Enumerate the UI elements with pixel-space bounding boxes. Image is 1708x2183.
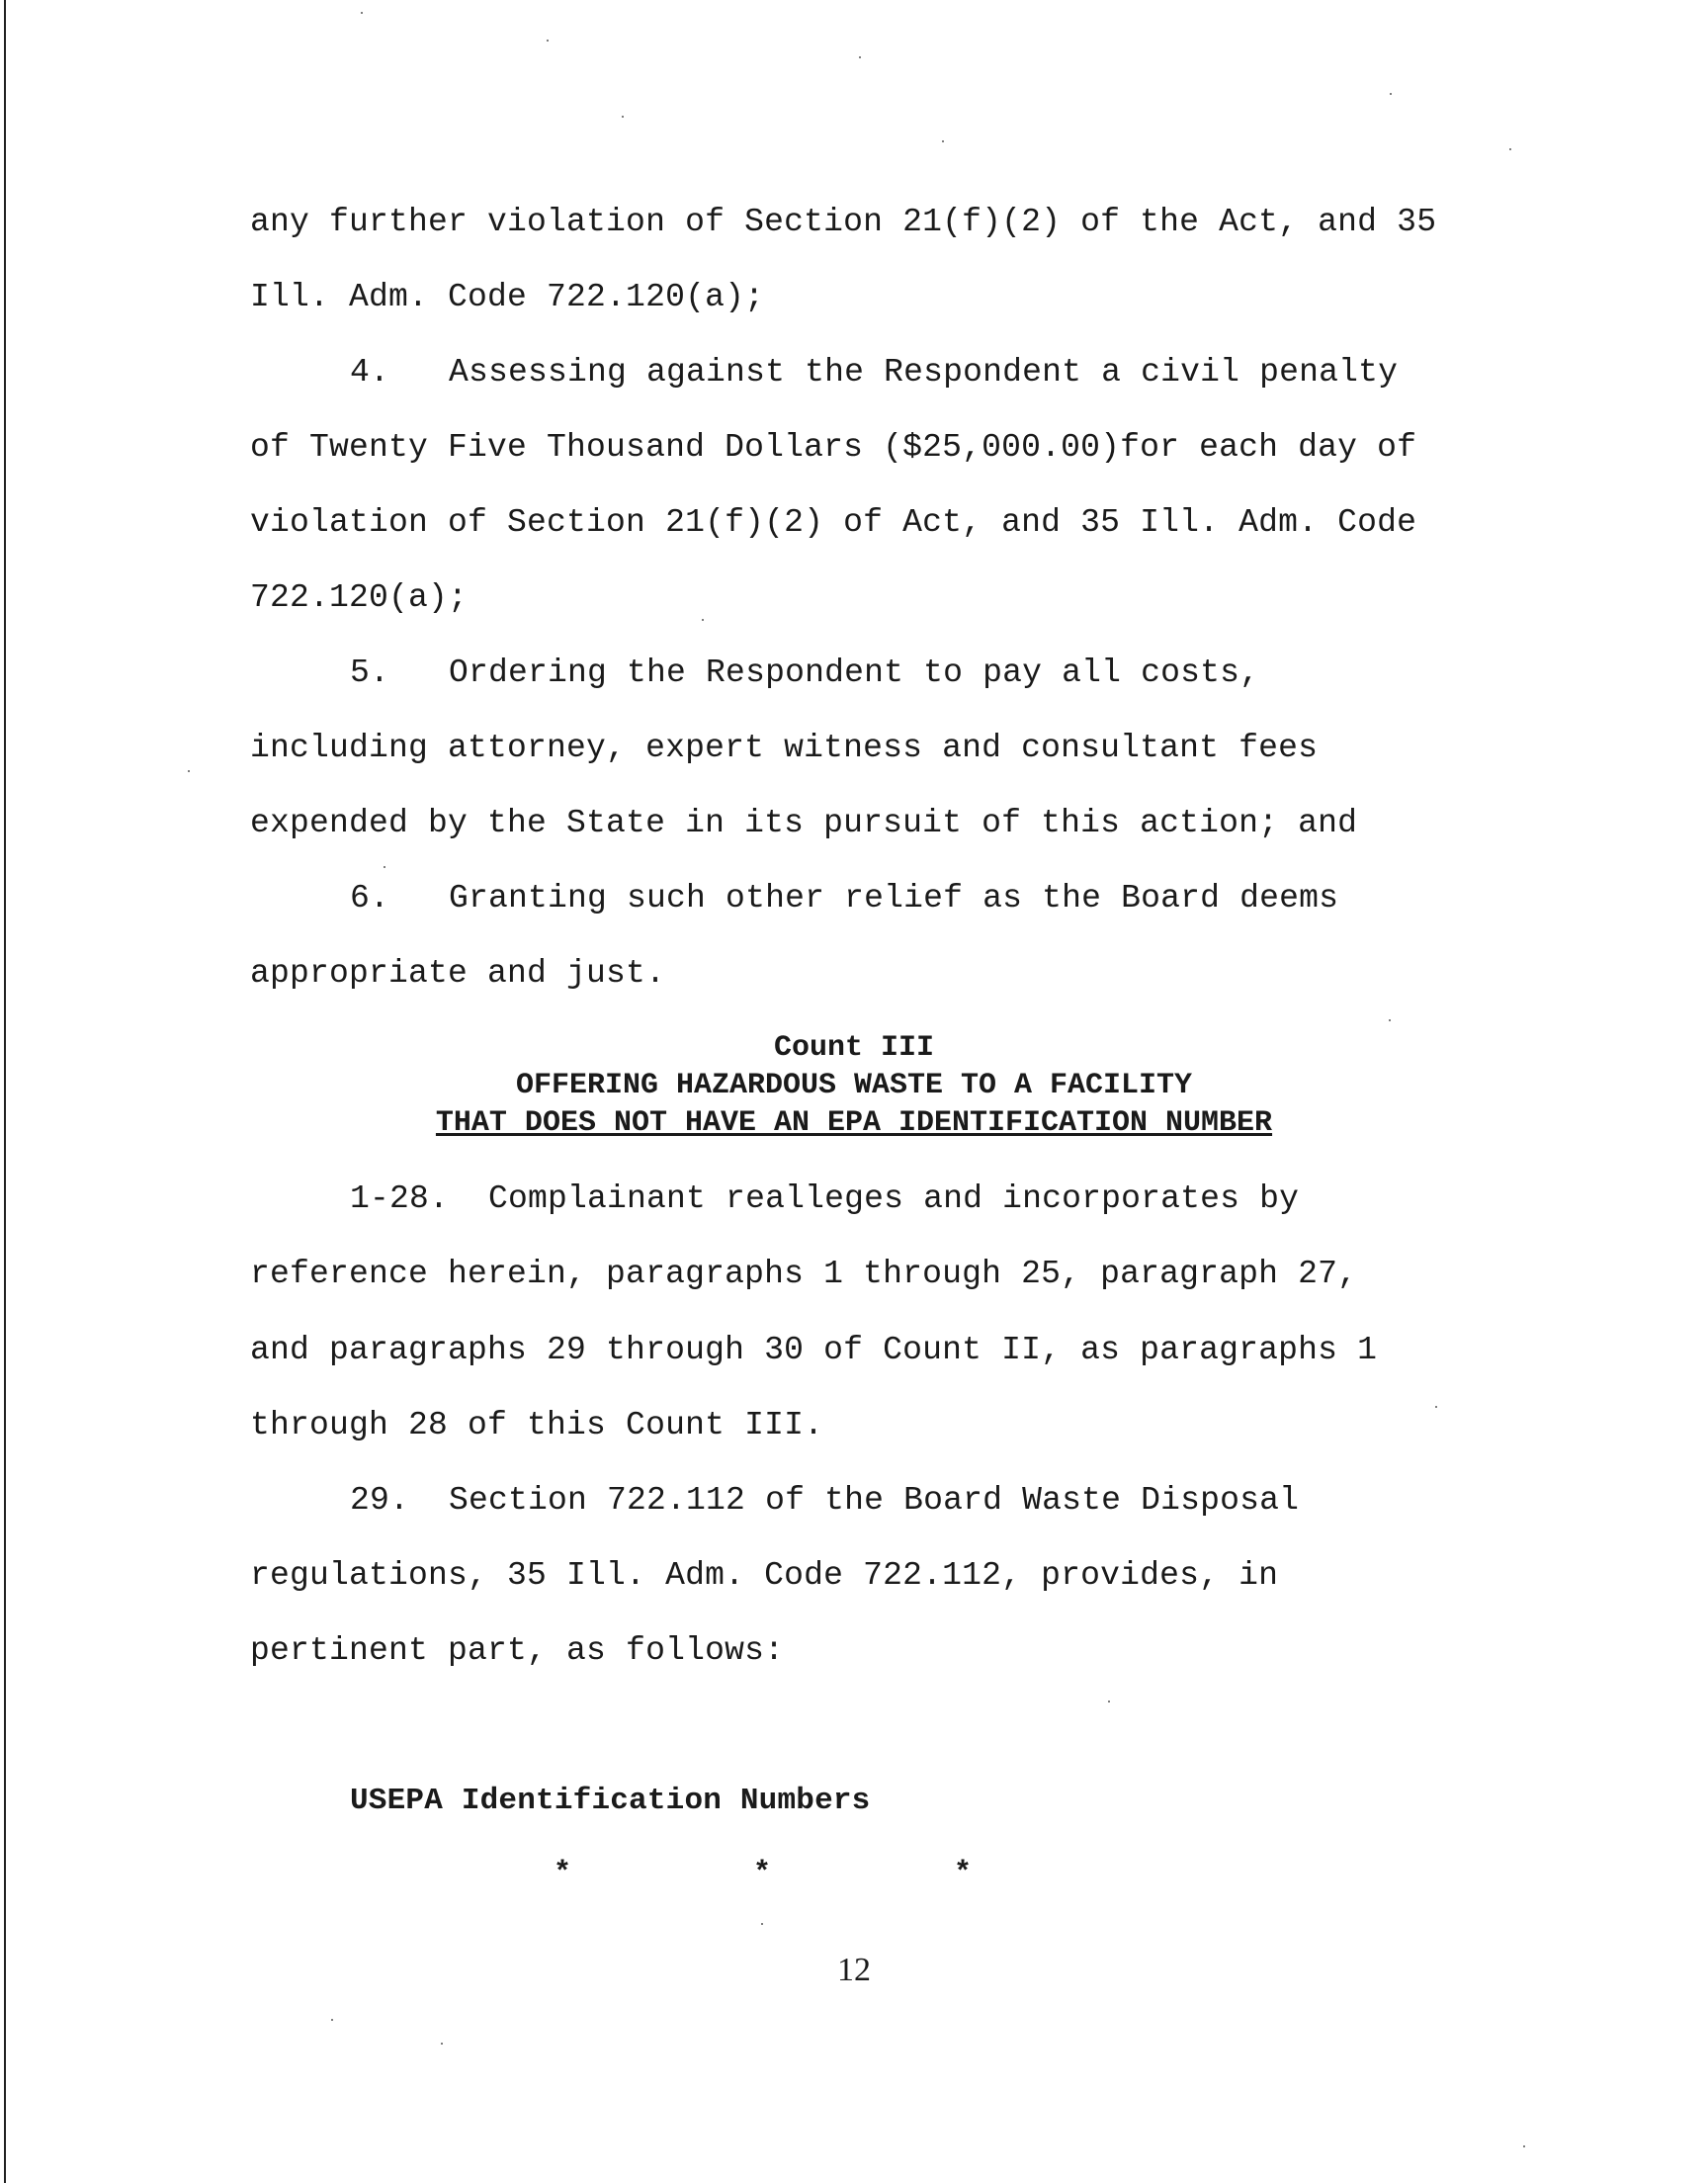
usepa-subheading: USEPA Identification Numbers <box>350 1784 871 1818</box>
text-line: through 28 of this Count III. <box>250 1407 824 1443</box>
text-line: including attorney, expert witness and consultant fees <box>250 730 1319 766</box>
scan-speck <box>702 619 704 621</box>
count-heading-title: Count III <box>773 1031 935 1065</box>
text-line: pertinent part, as follows: <box>250 1632 785 1669</box>
text-line: 722.120(a); <box>250 579 469 616</box>
text-line: appropriate and just. <box>250 955 666 992</box>
text-line: Ill. Adm. Code 722.120(a); <box>250 279 765 315</box>
scan-speck <box>361 12 363 14</box>
scan-speck <box>942 140 944 142</box>
scan-speck <box>384 866 385 868</box>
ellipsis-star: * <box>554 1857 572 1890</box>
scan-speck <box>1389 1019 1391 1021</box>
scan-speck <box>761 1923 763 1925</box>
scan-speck <box>1509 148 1511 150</box>
scan-speck <box>622 116 624 118</box>
scan-speck <box>1435 1406 1437 1408</box>
ellipsis-star: * <box>954 1857 973 1890</box>
text-line: and paragraphs 29 through 30 of Count II, as paragraphs 1 <box>250 1332 1378 1368</box>
text-line: of Twenty Five Thousand Dollars ($25,000.00)for each day of <box>250 429 1417 466</box>
text-line: any further violation of Section 21(f)(2) of the Act, and 35 <box>250 204 1437 240</box>
text-line: regulations, 35 Ill. Adm. Code 722.112, provides, in <box>250 1557 1279 1594</box>
scan-speck <box>441 2043 443 2045</box>
count-heading-underlined: THAT DOES NOT HAVE AN EPA IDENTIFICATION NUMBER <box>435 1106 1273 1140</box>
paragraph-29-start: 29. Section 722.112 of the Board Waste Disposal <box>350 1482 1300 1519</box>
paragraph-4-start: 4. Assessing against the Respondent a civil penalty <box>350 354 1399 391</box>
ellipsis-star: * <box>753 1857 772 1890</box>
text-line: violation of Section 21(f)(2) of Act, and 35 Ill. Adm. Code <box>250 504 1417 541</box>
scan-speck <box>547 40 549 42</box>
text-line: expended by the State in its pursuit of this action; and <box>250 805 1358 841</box>
scan-speck <box>331 2019 333 2021</box>
paragraph-6-start: 6. Granting such other relief as the Board deems <box>350 880 1339 917</box>
scan-speck <box>1390 93 1392 95</box>
paragraph-1-28-start: 1-28. Complainant realleges and incorporates by <box>350 1180 1300 1217</box>
scan-speck <box>188 770 190 772</box>
scan-speck <box>859 56 861 58</box>
scan-speck <box>1523 2145 1525 2147</box>
paragraph-5-start: 5. Ordering the Respondent to pay all costs, <box>350 655 1260 691</box>
scan-speck <box>1108 1701 1110 1703</box>
page-number: 12 <box>837 1952 871 1988</box>
text-line: reference herein, paragraphs 1 through 25, paragraph 27, <box>250 1256 1358 1292</box>
count-heading-subtitle: OFFERING HAZARDOUS WASTE TO A FACILITY <box>515 1069 1193 1102</box>
